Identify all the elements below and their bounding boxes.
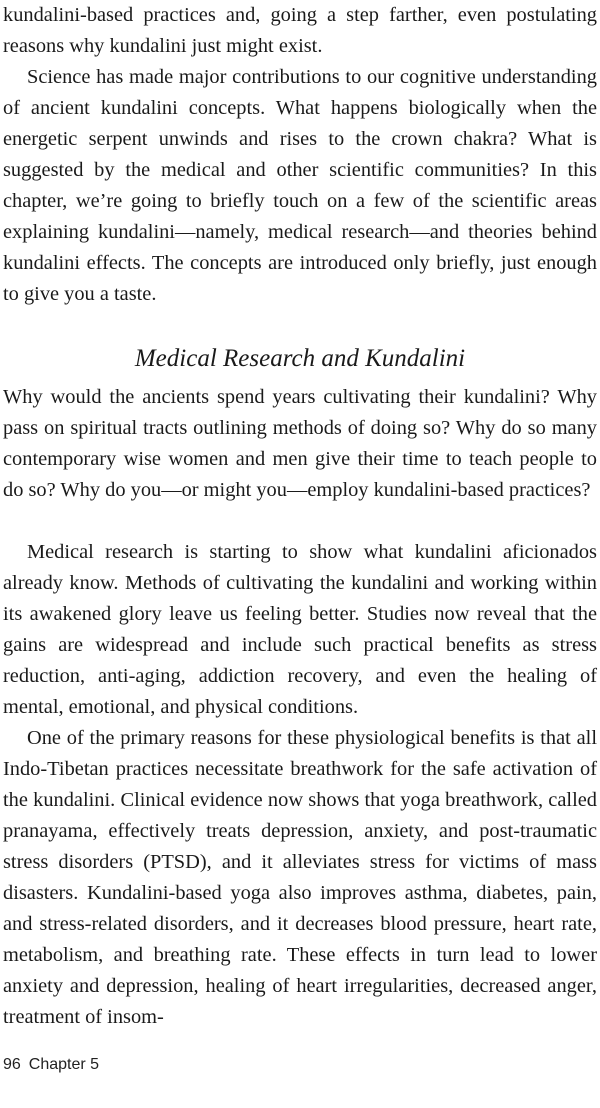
chapter-label: Chapter 5	[28, 1056, 100, 1073]
section-heading: Medical Research and Kundalini	[134, 345, 466, 372]
book-page	[3, 0, 597, 1108]
page-footer	[3, 1055, 99, 1075]
paragraph-4: Medical research is starting to show what kundalini aficionados already know. Methods of cultivating the kundalini and working within its awakened glory leave us feeling better. Studies now reveal that the gains are widespread and include such practical benefits as stress reduction, anti-aging, addiction recovery, and even the healing of mental, emotional, and physical conditions.	[3, 541, 597, 718]
paragraph-1: kundalini-based practices and, going a step farther, even postulating reasons why kundalini just might exist.	[3, 4, 597, 57]
paragraph-5: One of the primary reasons for these physiological benefits is that all Indo-Tibetan practices necessitate breathwork for the safe activation of the kundalini. Clinical evidence now shows that yoga breathwork, called pranayama, effectively treats depression, anxiety, and post-traumatic stress disorders (PTSD), and it alleviates stress for victims of mass disasters. Kundalini-based yoga also improves asthma, diabetes, pain, and stress-related disorders, and it decreases blood pressure, heart rate, metabolism, and breathing rate. These effects in turn lead to lower anxiety and depression, healing of heart irregularities, decreased anger, treatment of insom-	[3, 727, 597, 1028]
paragraph-3: Why would the ancients spend years cultivating their kundalini? Why pass on spiritual tracts outlining methods of doing so? Why do so many contemporary wise women and men give their time to teach people to do so? Why do you—or might you—employ kundalini-based practices?	[3, 386, 597, 501]
page-number: 96	[3, 1056, 21, 1073]
paragraph-2: Science has made major contributions to our cognitive understanding of ancient kundalini concepts. What happens biologically when the energetic serpent unwinds and rises to the crown chakra? What is suggested by the medical and other scientific communities? In this chapter, we’re going to briefly touch on a few of the scientific areas explaining kundalini—namely, medical research—and theories behind kundalini effects. The concepts are introduced only briefly, just enough to give you a taste.	[3, 66, 597, 305]
